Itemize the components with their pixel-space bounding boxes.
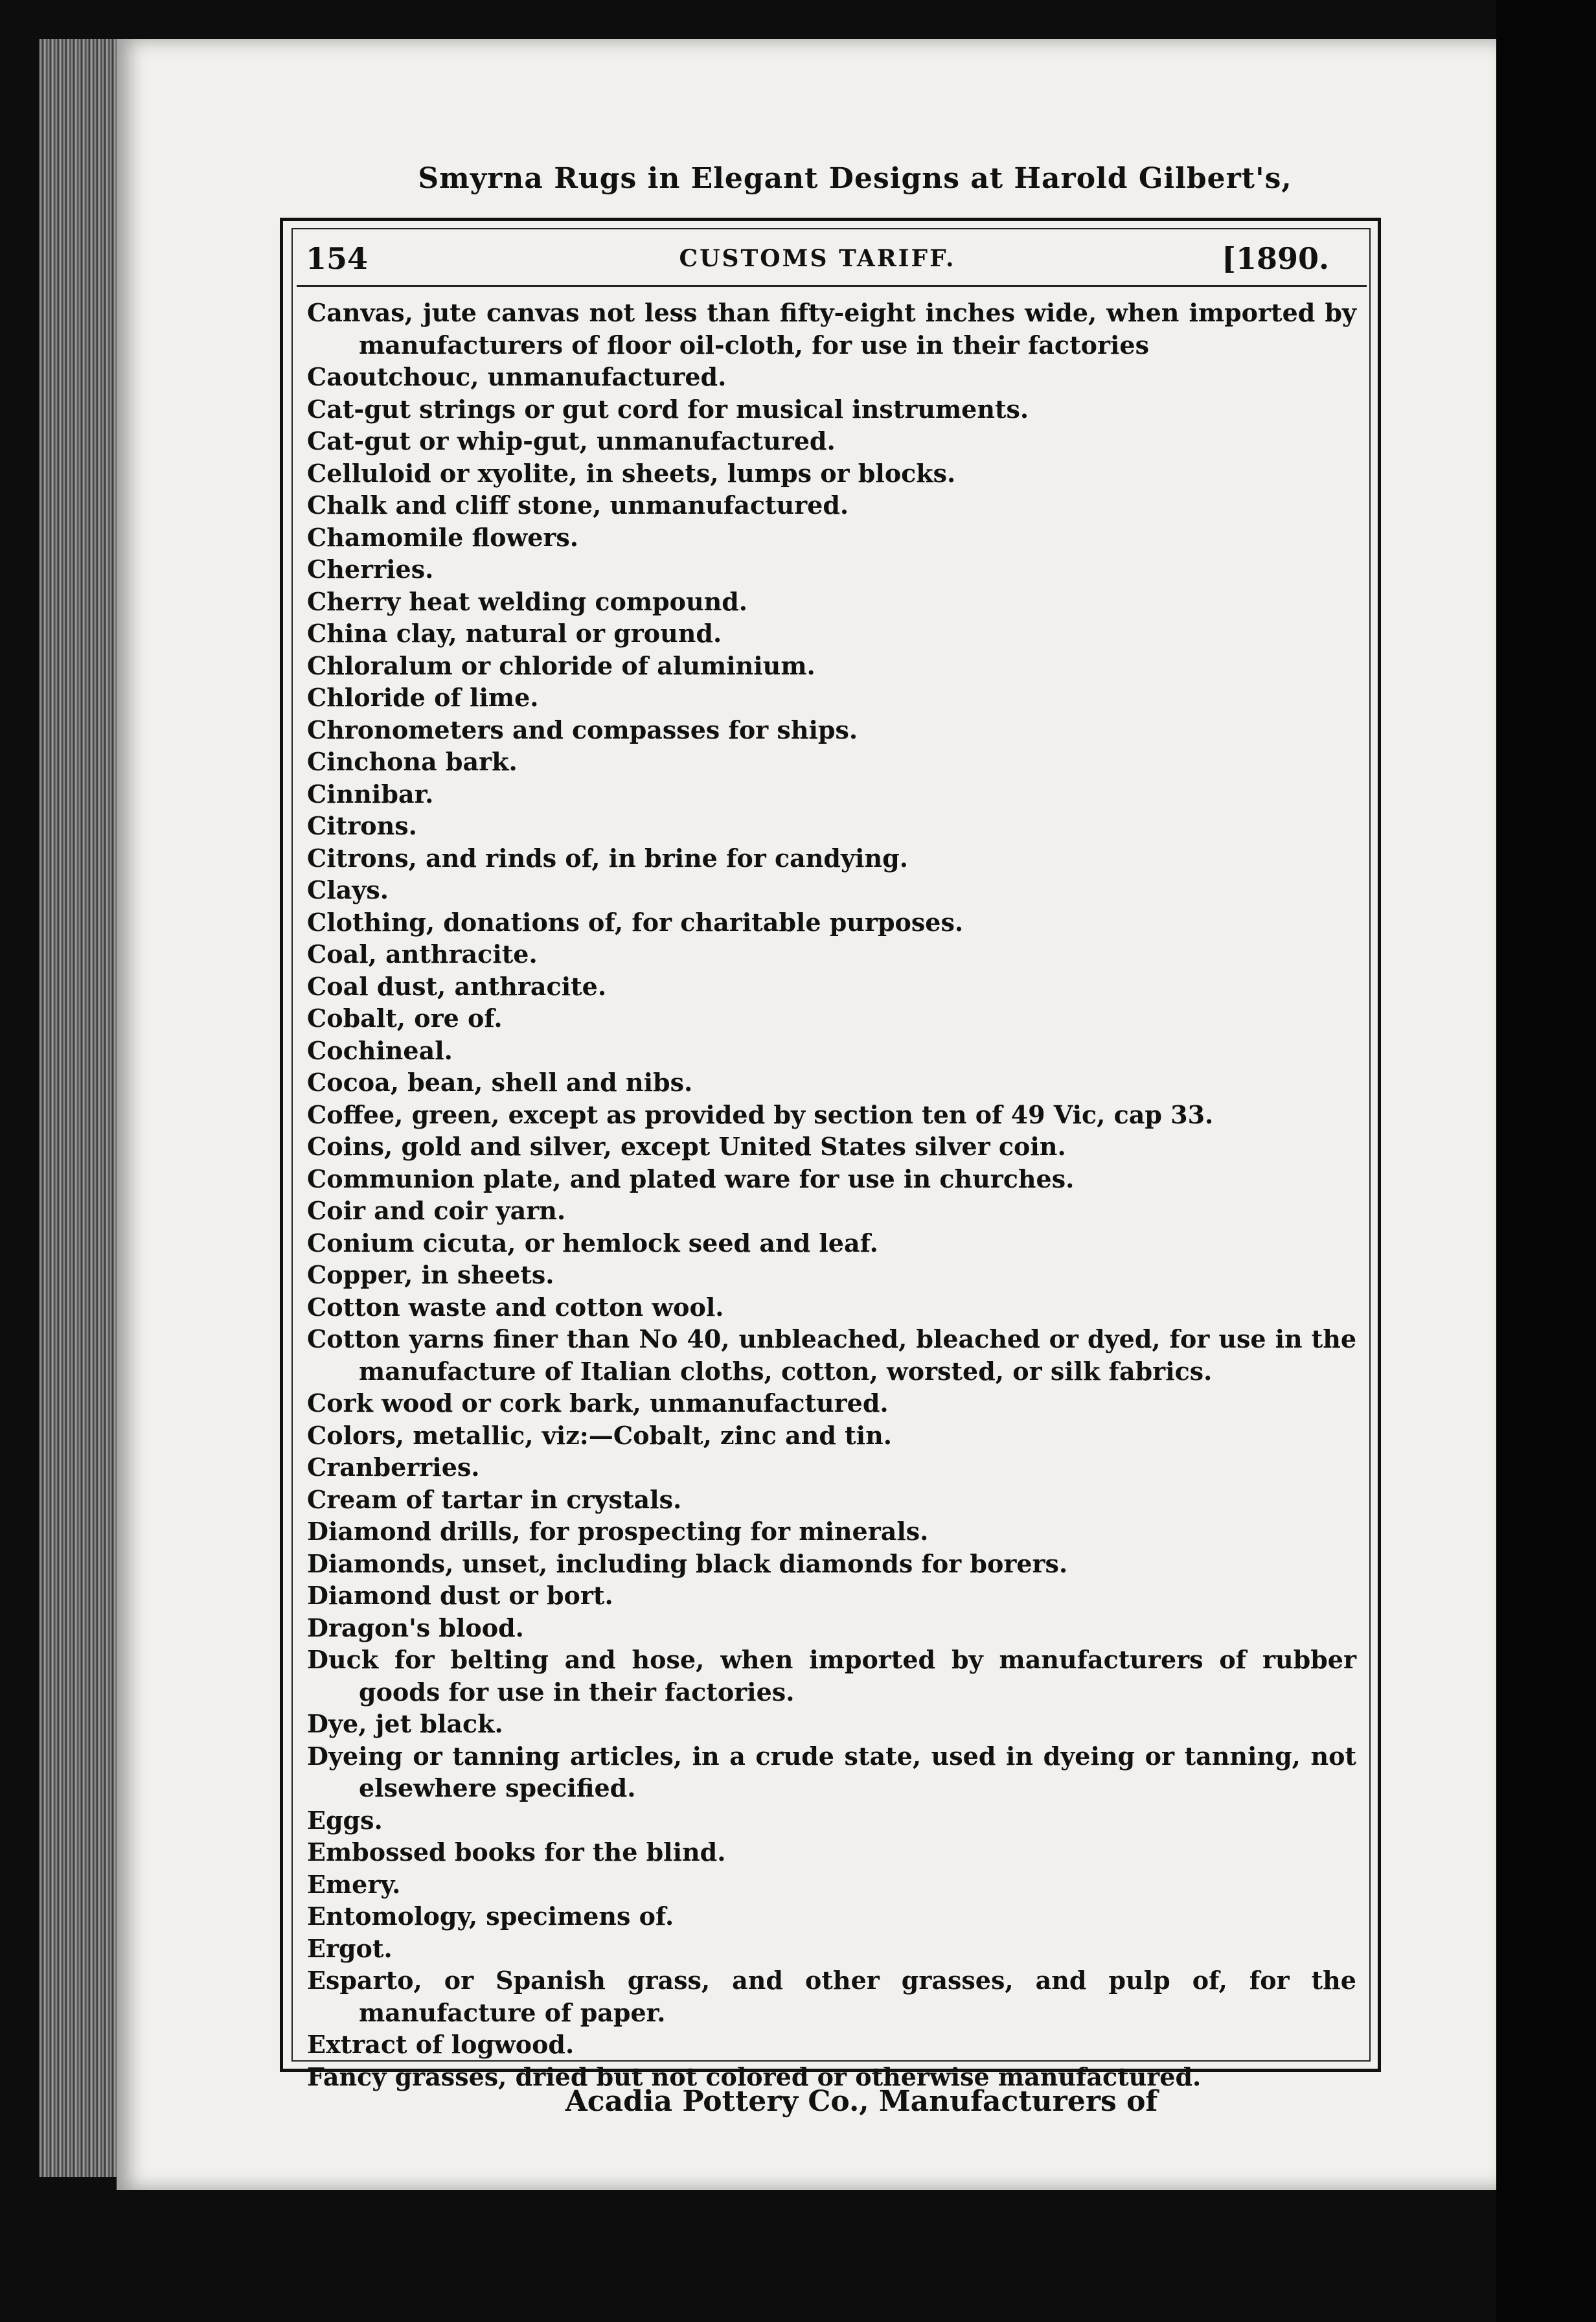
page-number: 154: [306, 241, 369, 276]
tariff-entry: Cinnibar.: [307, 779, 434, 809]
tariff-entry: Diamonds, unset, including black diamonds for borers.: [307, 1548, 1068, 1578]
tariff-entry: Diamond drills, for prospecting for minerals.: [307, 1517, 929, 1546]
tariff-entry: Fancy grasses, dried but not colored or otherwise manufactured.: [307, 2062, 1202, 2091]
tariff-entry: Coir and coir yarn.: [307, 1196, 566, 1225]
tariff-entry: Dragon's blood.: [307, 1613, 524, 1642]
tariff-entry: Citrons.: [307, 811, 417, 840]
tariff-entry: Esparto, or Spanish grass, and other grasses, and pulp of, for the manufacture of paper.: [307, 1966, 1356, 2027]
footer-advertisement: Acadia Pottery Co., Manufacturers of: [565, 2085, 1158, 2118]
tariff-entry: Extract of logwood.: [307, 2030, 575, 2059]
tariff-entry: Cochineal.: [307, 1035, 453, 1065]
tariff-entry: Dyeing or tanning articles, in a crude state, used in dyeing or tanning, not elsewhere specified.: [307, 1741, 1356, 1802]
tariff-entry: Clays.: [307, 875, 389, 904]
tariff-entry: Coins, gold and silver, except United States silver coin.: [307, 1132, 1066, 1161]
tariff-entry: Cocoa, bean, shell and nibs.: [307, 1068, 693, 1097]
tariff-entry: Cherries.: [307, 555, 434, 584]
tariff-entry: Dye, jet black.: [307, 1709, 503, 1738]
tariff-entry: Cork wood or cork bark, unmanufactured.: [307, 1388, 889, 1418]
tariff-entry: Chamomile flowers.: [307, 522, 579, 552]
tariff-entry: Caoutchouc, unmanufactured.: [307, 362, 727, 391]
year-label: [1890.: [1222, 241, 1329, 276]
tariff-entry: Colors, metallic, viz:—Cobalt, zinc and tin.: [307, 1420, 892, 1450]
tariff-entry: Canvas, jute canvas not less than fifty-eight inches wide, when imported by manufacturers of floor oil-cloth, for use in their factories: [307, 298, 1356, 360]
scan-background: [1496, 0, 1596, 2322]
tariff-entry: Cranberries.: [307, 1453, 480, 1482]
header-advertisement: Smyrna Rugs in Elegant Designs at Harold Gilbert's,: [418, 162, 1292, 195]
tariff-entry: Entomology, specimens of.: [307, 1902, 674, 1931]
tariff-entry-list: [307, 297, 1356, 2093]
tariff-entry: Emery.: [307, 1869, 401, 1899]
tariff-entry: Eggs.: [307, 1805, 383, 1835]
tariff-entry: Cherry heat welding compound.: [307, 586, 748, 616]
tariff-entry: Cotton yarns finer than No 40, unbleached, bleached or dyed, for use in the manufacture of Italian cloths, cotton, worsted, or silk fabrics.: [307, 1324, 1356, 1386]
running-header: [306, 241, 1329, 277]
tariff-entry: Citrons, and rinds of, in brine for candying.: [307, 843, 908, 873]
tariff-entry: Cotton waste and cotton wool.: [307, 1292, 724, 1322]
tariff-entry: Ergot.: [307, 1933, 393, 1963]
tariff-entry: Cobalt, ore of.: [307, 1004, 503, 1033]
section-title: CUSTOMS TARIFF.: [679, 245, 956, 272]
tariff-entry: Chloride of lime.: [307, 683, 539, 712]
tariff-entry: Cat-gut strings or gut cord for musical instruments.: [307, 394, 1029, 424]
tariff-entry: Clothing, donations of, for charitable purposes.: [307, 907, 964, 937]
header-divider: [297, 285, 1367, 287]
tariff-entry: Coal, anthracite.: [307, 939, 538, 969]
tariff-entry: Chloralum or chloride of aluminium.: [307, 650, 815, 680]
tariff-entry: Duck for belting and hose, when imported by manufacturers of rubber goods for use in their factories.: [307, 1645, 1356, 1707]
tariff-entry: Celluloid or xyolite, in sheets, lumps or blocks.: [307, 458, 956, 488]
tariff-entry: Diamond dust or bort.: [307, 1581, 613, 1610]
tariff-entry: Coffee, green, except as provided by section ten of 49 Vic, cap 33.: [307, 1099, 1214, 1129]
tariff-entry: Cinchona bark.: [307, 747, 518, 776]
tariff-entry: Coal dust, anthracite.: [307, 971, 607, 1001]
tariff-entry: Cream of tartar in crystals.: [307, 1484, 682, 1514]
tariff-entry: Copper, in sheets.: [307, 1260, 554, 1289]
tariff-entry: Chronometers and compasses for ships.: [307, 715, 858, 744]
tariff-entry: China clay, natural or ground.: [307, 619, 722, 648]
tariff-entry: Cat-gut or whip-gut, unmanufactured.: [307, 426, 836, 455]
tariff-entry: Conium cicuta, or hemlock seed and leaf.: [307, 1228, 878, 1258]
tariff-entry: Chalk and cliff stone, unmanufactured.: [307, 490, 849, 520]
tariff-entry: Communion plate, and plated ware for use in churches.: [307, 1164, 1075, 1193]
tariff-entry: Embossed books for the blind.: [307, 1837, 726, 1867]
